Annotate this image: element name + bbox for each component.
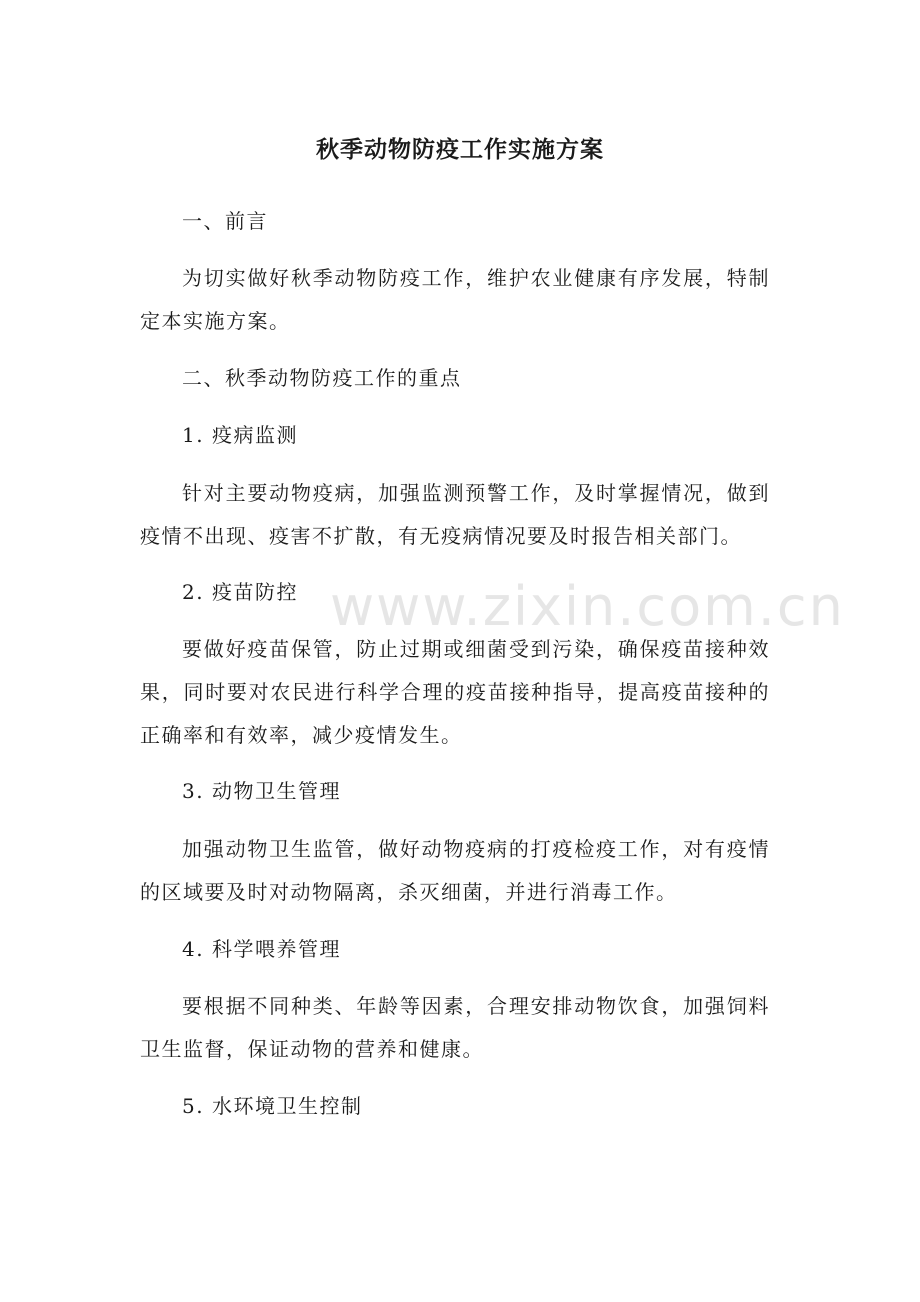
subheading-animal-hygiene: 3. 动物卫生管理 [182,779,341,803]
subheading-vaccine-control: 2. 疫苗防控 [182,580,298,604]
paragraph-disease-monitoring: 针对主要动物疫病，加强监测预警工作，及时掌握情况，做到疫情不出现、疫害不扩散，有无疫病情况要及时报告相关部门。 [140,481,770,548]
paragraph-vaccine-control: 要做好疫苗保管，防止过期或细菌受到污染，确保疫苗接种效果，同时要对农民进行科学合理的疫苗接种指导，提高疫苗接种的正确率和有效率，减少疫情发生。 [140,637,770,747]
watermark: www.zixin.com.cn [330,575,845,638]
document-title: 秋季动物防疫工作实施方案 [316,137,604,163]
paragraph-intro: 为切实做好秋季动物防疫工作，维护农业健康有序发展，特制定本实施方案。 [140,266,770,333]
section-heading-preface: 一、前言 [182,209,268,233]
paragraph-animal-hygiene: 加强动物卫生监管，做好动物疫病的打疫检疫工作，对有疫情的区域要及时对动物隔离，杀灭细菌，并进行消毒工作。 [140,837,770,904]
section-heading-key-points: 二、秋季动物防疫工作的重点 [182,366,462,390]
subheading-scientific-feeding: 4. 科学喂养管理 [182,937,341,961]
subheading-disease-monitoring: 1. 疫病监测 [182,423,298,447]
subheading-water-environment: 5. 水环境卫生控制 [182,1094,363,1118]
paragraph-scientific-feeding: 要根据不同种类、年龄等因素，合理安排动物饮食，加强饲料卫生监督，保证动物的营养和健康。 [140,994,770,1061]
